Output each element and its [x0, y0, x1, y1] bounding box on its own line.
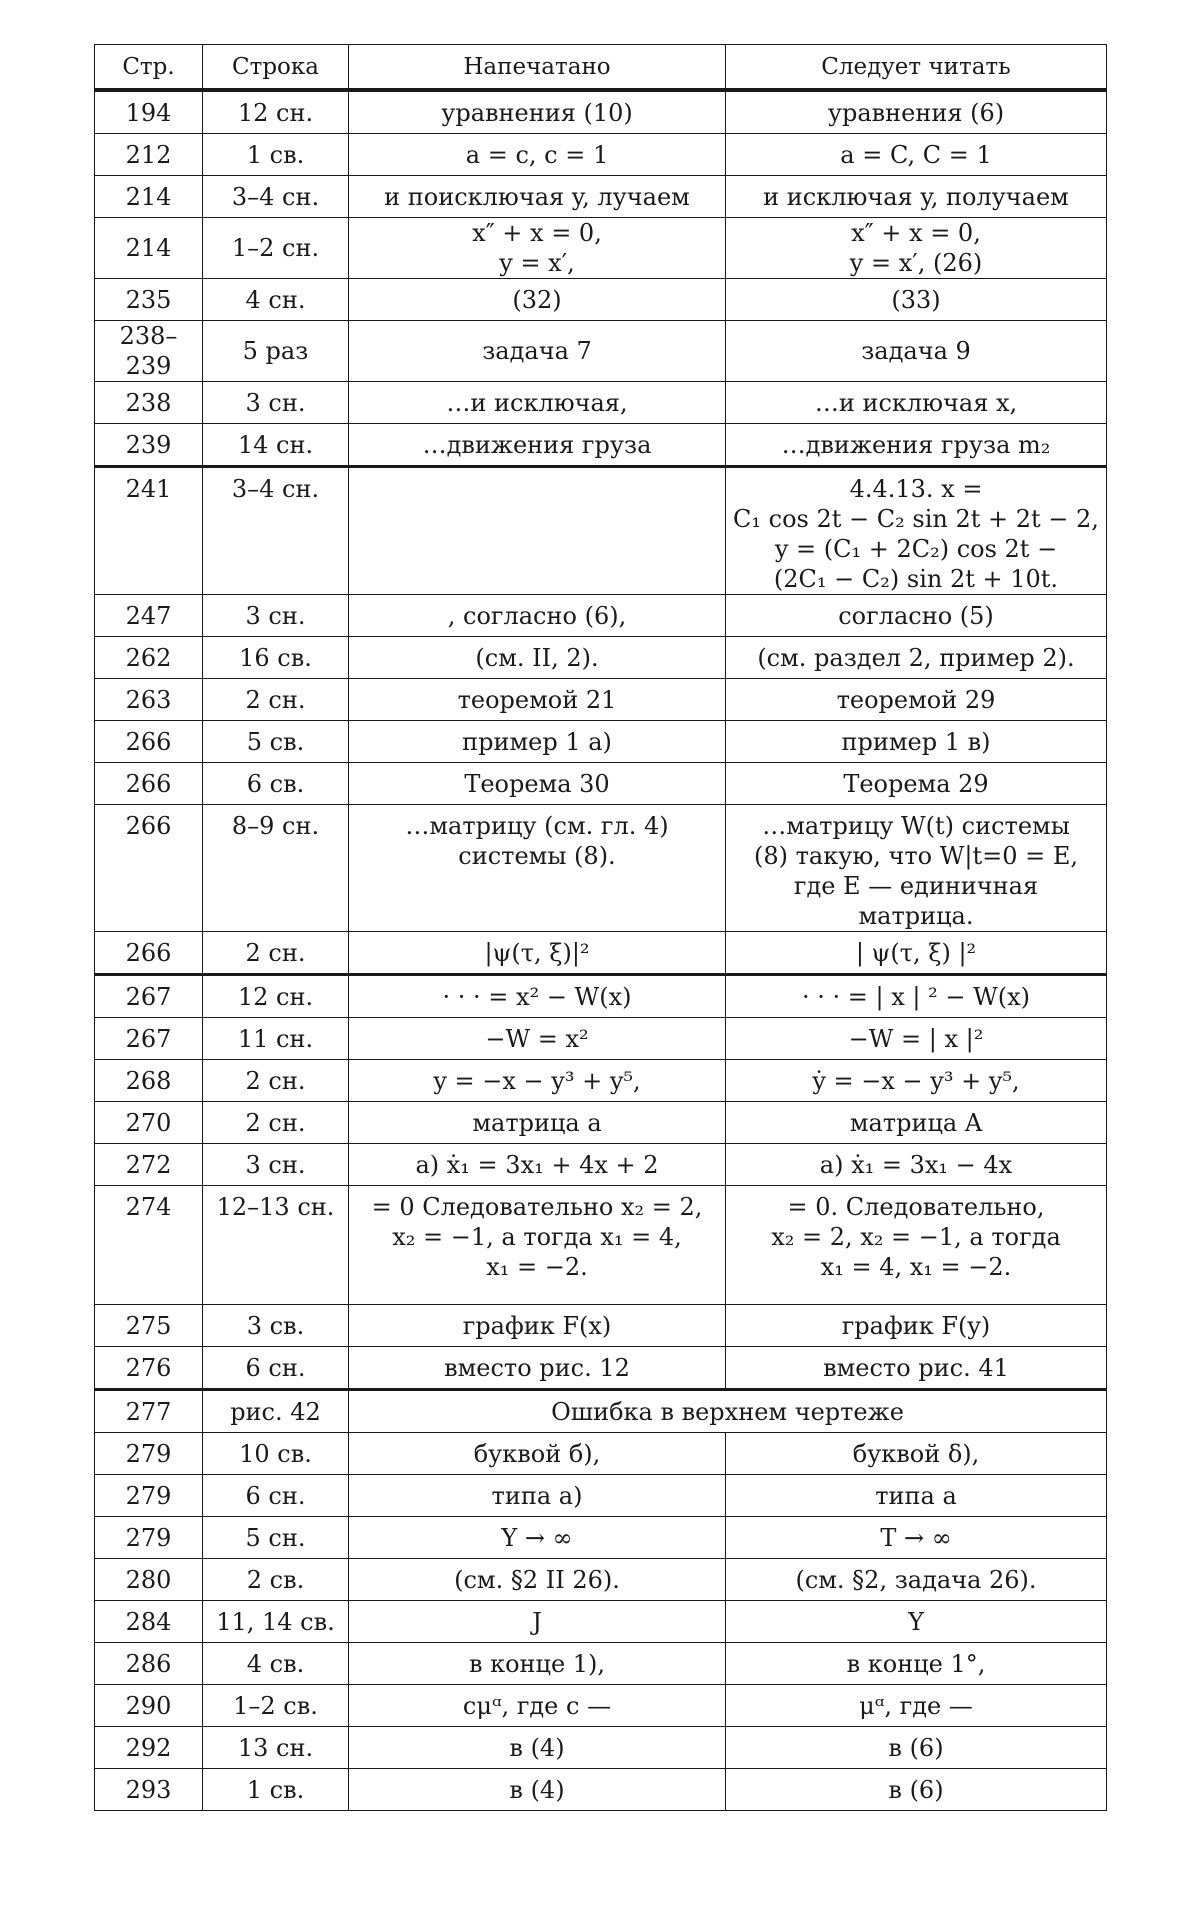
table-row: [95, 932, 1107, 975]
cell-correct: график F(y): [726, 1305, 1107, 1347]
cell-printed: задача 7: [349, 321, 726, 382]
cell-line: 4 св.: [203, 1643, 349, 1685]
cell-line: 6 сн.: [203, 1475, 349, 1517]
table-row: [95, 176, 1107, 218]
cell-correct: буквой δ),: [726, 1433, 1107, 1475]
table-row: [95, 1144, 1107, 1186]
cell-page: 241: [95, 467, 203, 595]
cell-correct: в конце 1°,: [726, 1643, 1107, 1685]
cell-page: 275: [95, 1305, 203, 1347]
cell-printed: , согласно (6),: [349, 595, 726, 637]
table-row: [95, 90, 1107, 134]
table-row: [95, 424, 1107, 467]
cell-page: 212: [95, 134, 203, 176]
cell-page: 266: [95, 721, 203, 763]
table-row: [95, 975, 1107, 1018]
table-row: [95, 1601, 1107, 1643]
table-row: [95, 1727, 1107, 1769]
cell-correct: в (6): [726, 1769, 1107, 1811]
cell-page: 239: [95, 424, 203, 467]
cell-printed: y = −x − y³ + y⁵,: [349, 1060, 726, 1102]
table-row: [95, 382, 1107, 424]
cell-line: 2 св.: [203, 1559, 349, 1601]
errata-table: [94, 44, 1107, 1811]
cell-page: 266: [95, 763, 203, 805]
cell-page: 292: [95, 1727, 203, 1769]
cell-printed: уравнения (10): [349, 90, 726, 134]
cell-page: 293: [95, 1769, 203, 1811]
table-row: [95, 721, 1107, 763]
cell-correct: μᵅ, где —: [726, 1685, 1107, 1727]
cell-correct: Теорема 29: [726, 763, 1107, 805]
cell-line: 13 сн.: [203, 1727, 349, 1769]
cell-line: 14 сн.: [203, 424, 349, 467]
cell-line: рис. 42: [203, 1390, 349, 1433]
cell-line: 8–9 сн.: [203, 805, 349, 932]
cell-line: 5 сн.: [203, 1517, 349, 1559]
cell-printed: …матрицу (см. гл. 4) системы (8).: [349, 805, 726, 932]
cell-printed: (см. II, 2).: [349, 637, 726, 679]
header-row: [95, 45, 1107, 91]
cell-page: 266: [95, 932, 203, 975]
cell-page: 214: [95, 218, 203, 279]
cell-page: 235: [95, 279, 203, 321]
cell-page: 263: [95, 679, 203, 721]
cell-line: 5 раз: [203, 321, 349, 382]
cell-printed: в (4): [349, 1769, 726, 1811]
cell-printed: теоремой 21: [349, 679, 726, 721]
cell-printed: J: [349, 1601, 726, 1643]
cell-correct: …матрицу W(t) системы (8) такую, что W|t=0 = E, где E — единичная матрица.: [726, 805, 1107, 932]
cell-line: 2 сн.: [203, 932, 349, 975]
table-row: [95, 763, 1107, 805]
cell-correct: и исключая y, получаем: [726, 176, 1107, 218]
table-row: [95, 805, 1107, 932]
table-row: [95, 1390, 1107, 1433]
cell-correct: | ψ(τ, ξ) |²: [726, 932, 1107, 975]
cell-page: 286: [95, 1643, 203, 1685]
cell-printed: · · · = x² − W(x): [349, 975, 726, 1018]
cell-correct: T → ∞: [726, 1517, 1107, 1559]
cell-line: 2 сн.: [203, 1060, 349, 1102]
cell-printed: а) ẋ₁ = 3x₁ + 4x + 2: [349, 1144, 726, 1186]
table-row: [95, 1517, 1107, 1559]
cell-page: 274: [95, 1186, 203, 1305]
cell-page: 238: [95, 382, 203, 424]
cell-line: 10 св.: [203, 1433, 349, 1475]
cell-merged-note: Ошибка в верхнем чертеже: [349, 1390, 1107, 1433]
cell-page: 270: [95, 1102, 203, 1144]
cell-printed: (см. §2 II 26).: [349, 1559, 726, 1601]
cell-printed: в конце 1),: [349, 1643, 726, 1685]
cell-line: 4 сн.: [203, 279, 349, 321]
cell-correct: а) ẋ₁ = 3x₁ − 4x: [726, 1144, 1107, 1186]
cell-line: 6 сн.: [203, 1347, 349, 1390]
cell-line: 3–4 сн.: [203, 176, 349, 218]
cell-line: 1 св.: [203, 1769, 349, 1811]
cell-line: 2 сн.: [203, 1102, 349, 1144]
cell-page: 262: [95, 637, 203, 679]
cell-correct: (см. §2, задача 26).: [726, 1559, 1107, 1601]
cell-printed: Y → ∞: [349, 1517, 726, 1559]
cell-correct: …и исключая x,: [726, 382, 1107, 424]
cell-printed: cμᵅ, где c —: [349, 1685, 726, 1727]
cell-printed: …и исключая,: [349, 382, 726, 424]
cell-printed: график F(x): [349, 1305, 726, 1347]
table-row: [95, 1769, 1107, 1811]
cell-line: 3 св.: [203, 1305, 349, 1347]
cell-line: 12–13 сн.: [203, 1186, 349, 1305]
cell-printed: [349, 467, 726, 595]
cell-page: 280: [95, 1559, 203, 1601]
errata-rows: [95, 90, 1107, 1811]
cell-page: 276: [95, 1347, 203, 1390]
cell-correct: = 0. Следовательно, x₂ = 2, x₂ = −1, а тогда x₁ = 4, x₁ = −2.: [726, 1186, 1107, 1305]
cell-page: 284: [95, 1601, 203, 1643]
cell-line: 12 сн.: [203, 975, 349, 1018]
table-row: [95, 679, 1107, 721]
table-row: [95, 134, 1107, 176]
header-correct: Следует читать: [726, 45, 1107, 91]
cell-page: 268: [95, 1060, 203, 1102]
cell-page: 238–239: [95, 321, 203, 382]
cell-correct: · · · = | x | ² − W(x): [726, 975, 1107, 1018]
cell-line: 1 св.: [203, 134, 349, 176]
table-row: [95, 1433, 1107, 1475]
header-page: Стр.: [95, 45, 203, 91]
cell-page: 279: [95, 1433, 203, 1475]
cell-correct: пример 1 в): [726, 721, 1107, 763]
table-row: [95, 1347, 1107, 1390]
cell-correct: теоремой 29: [726, 679, 1107, 721]
cell-correct: …движения груза m₂: [726, 424, 1107, 467]
cell-printed: |ψ(τ, ξ)|²: [349, 932, 726, 975]
table-row: [95, 1018, 1107, 1060]
cell-page: 279: [95, 1475, 203, 1517]
cell-correct: (33): [726, 279, 1107, 321]
cell-page: 272: [95, 1144, 203, 1186]
cell-line: 16 св.: [203, 637, 349, 679]
cell-correct: уравнения (6): [726, 90, 1107, 134]
cell-line: 6 св.: [203, 763, 349, 805]
cell-correct: x″ + x = 0, y = x′, (26): [726, 218, 1107, 279]
cell-correct: ẏ = −x − y³ + y⁵,: [726, 1060, 1107, 1102]
cell-page: 267: [95, 1018, 203, 1060]
cell-printed: матрица a: [349, 1102, 726, 1144]
table-row: [95, 1643, 1107, 1685]
header-printed: Напечатано: [349, 45, 726, 91]
table-row: [95, 637, 1107, 679]
cell-page: 266: [95, 805, 203, 932]
cell-line: 1–2 св.: [203, 1685, 349, 1727]
cell-line: 2 сн.: [203, 679, 349, 721]
cell-printed: в (4): [349, 1727, 726, 1769]
cell-line: 3 сн.: [203, 1144, 349, 1186]
cell-printed: буквой б),: [349, 1433, 726, 1475]
cell-line: 11, 14 св.: [203, 1601, 349, 1643]
table-row: [95, 1685, 1107, 1727]
table-row: [95, 218, 1107, 279]
cell-page: 290: [95, 1685, 203, 1727]
cell-printed: x″ + x = 0, y = x′,: [349, 218, 726, 279]
cell-line: 5 св.: [203, 721, 349, 763]
header-line: Строка: [203, 45, 349, 91]
table-row: [95, 279, 1107, 321]
cell-page: 279: [95, 1517, 203, 1559]
cell-correct: согласно (5): [726, 595, 1107, 637]
cell-printed: = 0 Следовательно x₂ = 2, x₂ = −1, а тогда x₁ = 4, x₁ = −2.: [349, 1186, 726, 1305]
cell-correct: (см. раздел 2, пример 2).: [726, 637, 1107, 679]
cell-printed: (32): [349, 279, 726, 321]
cell-page: 194: [95, 90, 203, 134]
cell-correct: Y: [726, 1601, 1107, 1643]
cell-correct: матрица A: [726, 1102, 1107, 1144]
cell-correct: −W = | x |²: [726, 1018, 1107, 1060]
cell-page: 267: [95, 975, 203, 1018]
cell-line: 3–4 сн.: [203, 467, 349, 595]
cell-printed: вместо рис. 12: [349, 1347, 726, 1390]
table-row: [95, 1305, 1107, 1347]
cell-printed: a = c, c = 1: [349, 134, 726, 176]
table-row: [95, 1102, 1107, 1144]
cell-correct: 4.4.13. x = C₁ cos 2t − C₂ sin 2t + 2t − 2, y = (C₁ + 2C₂) cos 2t − (2C₁ − C₂) sin 2t + 10t.: [726, 467, 1107, 595]
cell-page: 247: [95, 595, 203, 637]
table-row: [95, 1060, 1107, 1102]
table-row: [95, 321, 1107, 382]
cell-printed: и поисключая y, лучаем: [349, 176, 726, 218]
cell-printed: Теорема 30: [349, 763, 726, 805]
table-row: [95, 467, 1107, 595]
cell-page: 214: [95, 176, 203, 218]
cell-correct: типа a: [726, 1475, 1107, 1517]
cell-line: 3 сн.: [203, 382, 349, 424]
table-row: [95, 595, 1107, 637]
cell-correct: задача 9: [726, 321, 1107, 382]
cell-line: 1–2 сн.: [203, 218, 349, 279]
cell-correct: вместо рис. 41: [726, 1347, 1107, 1390]
cell-correct: в (6): [726, 1727, 1107, 1769]
cell-printed: пример 1 а): [349, 721, 726, 763]
cell-printed: типа а): [349, 1475, 726, 1517]
cell-line: 3 сн.: [203, 595, 349, 637]
cell-page: 277: [95, 1390, 203, 1433]
table-row: [95, 1559, 1107, 1601]
cell-correct: a = C, C = 1: [726, 134, 1107, 176]
cell-line: 11 сн.: [203, 1018, 349, 1060]
cell-line: 12 сн.: [203, 90, 349, 134]
cell-printed: …движения груза: [349, 424, 726, 467]
table-row: [95, 1186, 1107, 1305]
errata-page: [94, 44, 1106, 1811]
table-row: [95, 1475, 1107, 1517]
cell-printed: −W = x²: [349, 1018, 726, 1060]
